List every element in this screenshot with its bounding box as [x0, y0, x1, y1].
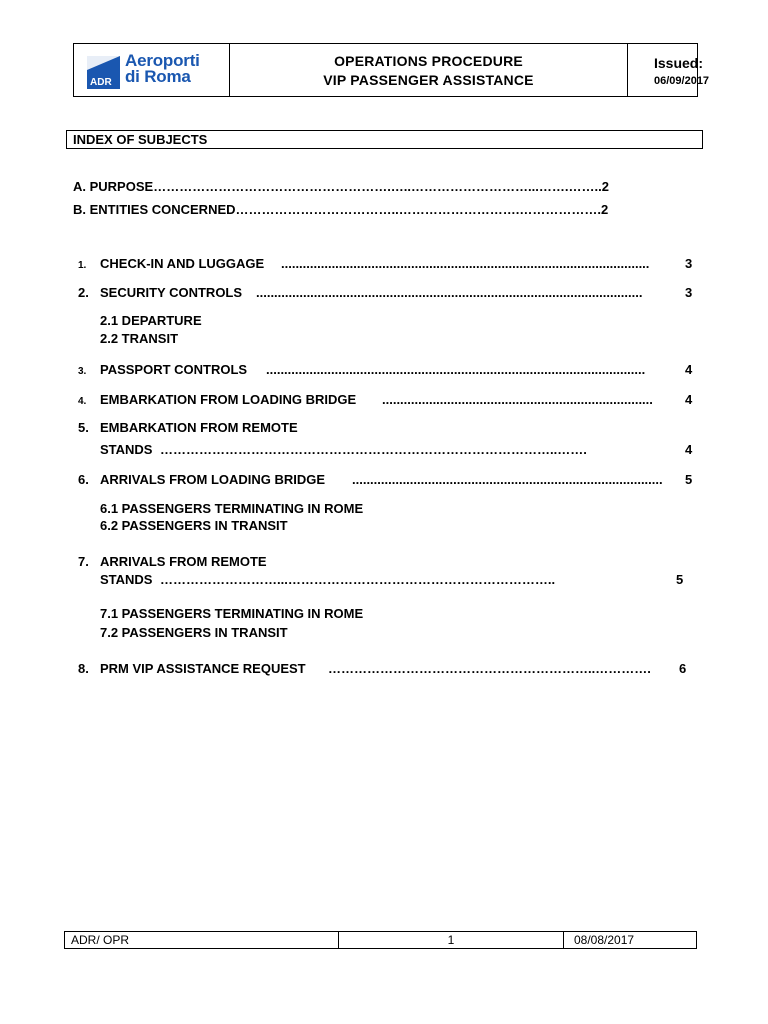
toc-number: 6.	[78, 472, 89, 487]
toc-leader: ......................................................................................................	[281, 256, 650, 271]
toc-page: 4	[685, 392, 693, 407]
toc-label-continued: STANDS	[100, 572, 153, 587]
logo-badge-text: ADR	[90, 77, 112, 88]
footer-doc-code: ADR/ OPR	[65, 932, 339, 948]
toc-label: PRM VIP ASSISTANCE REQUEST	[100, 661, 306, 676]
toc-leader: .........................................................................................................	[266, 362, 646, 377]
toc-leader: ………………………...……………………………………………………..	[160, 572, 556, 587]
toc-sub-7-2: 7.2 PASSENGERS IN TRANSIT	[100, 625, 288, 640]
toc-page: 3	[685, 285, 693, 300]
toc-sub-6-1: 6.1 PASSENGERS TERMINATING IN ROME	[100, 501, 364, 516]
adr-logo-icon	[87, 56, 120, 89]
toc-page: 2	[601, 179, 609, 194]
toc-leader: ...........................................................................................................	[256, 285, 643, 300]
logo-cell	[74, 44, 230, 96]
toc-entry-2	[78, 285, 694, 301]
logo-wordmark	[125, 53, 200, 85]
footer-page-number: 1	[339, 932, 564, 948]
title-line-2: VIP PASSENGER ASSISTANCE	[323, 72, 534, 88]
toc-label: ARRIVALS FROM REMOTE	[100, 554, 267, 569]
logo-line-1: Aeroporti	[125, 51, 200, 70]
toc-entry-8	[78, 661, 694, 677]
toc-leader: ......................................................................................	[352, 472, 663, 487]
toc-entry-entities	[73, 202, 608, 218]
toc-number: 4.	[78, 396, 87, 407]
toc-entry-5	[78, 420, 694, 460]
toc-number: 7.	[78, 554, 89, 569]
title-line-1: OPERATIONS PROCEDURE	[334, 53, 523, 69]
toc-entry-4	[78, 392, 694, 408]
toc-leader: ………………………………………………………………………………..…….	[160, 442, 587, 457]
toc-entry-7	[78, 554, 694, 594]
toc-label-continued: STANDS	[100, 442, 153, 457]
title-cell	[230, 44, 628, 96]
toc-label: B. ENTITIES CONCERNED	[73, 202, 236, 217]
toc-number: 5.	[78, 420, 89, 435]
toc-entry-6	[78, 472, 694, 488]
logo-line-2: di Roma	[125, 67, 191, 86]
issued-label: Issued:	[654, 55, 704, 71]
toc-label: ARRIVALS FROM LOADING BRIDGE	[100, 472, 326, 487]
toc-leader: ……………………………………………….…..………………………...…….……..	[153, 179, 602, 194]
toc-entry-1	[78, 256, 694, 274]
toc-sub-2-2: 2.2 TRANSIT	[100, 331, 179, 346]
toc-number: 3.	[78, 366, 87, 377]
toc-sub-7-1: 7.1 PASSENGERS TERMINATING IN ROME	[100, 606, 364, 621]
toc-entry-purpose	[73, 179, 609, 195]
toc-label: PASSPORT CONTROLS	[100, 362, 248, 377]
toc-entry-3	[78, 362, 694, 378]
toc-label: A. PURPOSE	[73, 179, 154, 194]
toc-page: 4	[685, 442, 693, 457]
toc-page: 5	[685, 472, 693, 487]
toc-number: 1.	[78, 260, 87, 271]
issued-date: 06/09/2017	[654, 75, 710, 87]
footer-date: 08/08/2017	[574, 933, 635, 947]
toc-label: EMBARKATION FROM LOADING BRIDGE	[100, 392, 357, 407]
index-heading: INDEX OF SUBJECTS	[66, 130, 703, 149]
toc-page: 2	[600, 202, 609, 217]
toc-sub-2-1: 2.1 DEPARTURE	[100, 313, 202, 328]
toc-number: 8.	[78, 661, 89, 676]
toc-leader: ...........................................................................	[382, 392, 653, 407]
toc-sub-6-2: 6.2 PASSENGERS IN TRANSIT	[100, 518, 288, 533]
toc-label: SECURITY CONTROLS	[100, 285, 243, 300]
toc-page: 6	[679, 661, 687, 676]
toc-leader: ……………………………………………………..………….	[328, 661, 651, 676]
document-header	[73, 43, 710, 97]
toc-label: EMBARKATION FROM REMOTE	[100, 420, 298, 435]
document-footer	[64, 931, 697, 949]
issued-cell	[628, 44, 710, 96]
toc-page: 5	[676, 572, 684, 587]
toc-leader: ………………………………..……………………….……………….	[235, 202, 601, 217]
toc-label: CHECK-IN AND LUGGAGE	[100, 256, 265, 271]
toc-page: 4	[685, 362, 693, 377]
toc-number: 2.	[78, 285, 89, 300]
toc-page: 3	[685, 256, 693, 271]
